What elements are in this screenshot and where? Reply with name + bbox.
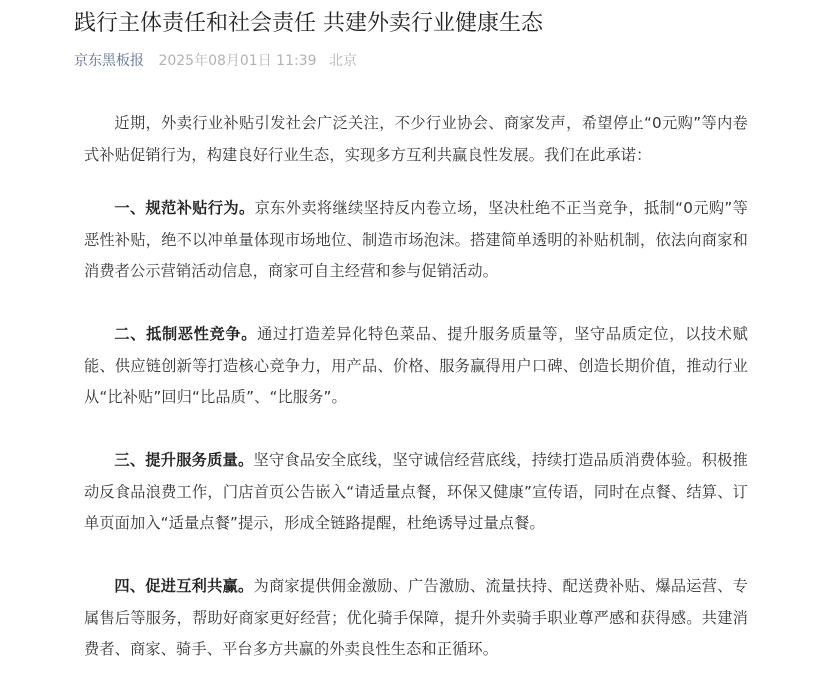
publish-date: 2025年08月01日 11:39 bbox=[158, 53, 317, 69]
commitment-heading-3: 三、提升服务质量。 bbox=[114, 451, 254, 469]
commitment-heading-1: 一、规范补贴行为。 bbox=[114, 199, 255, 217]
publish-location: 北京 bbox=[328, 53, 357, 69]
account-name-link[interactable]: 京东黑板报 bbox=[74, 53, 144, 69]
commitment-heading-4: 四、促进互利共赢。 bbox=[114, 577, 254, 595]
commitment-paragraph-3 bbox=[84, 445, 748, 540]
commitment-text-3: 坚守食品安全底线，坚守诚信经营底线，持续打造品质消费体验。积极推动反食品浪费工作，门店首页公告嵌入“请适量点餐，环保又健康”宣传语，同时在点餐、结算、订单页面加入“适量点餐”提示，形成全链路提醒，杜绝诱导过量点餐。 bbox=[84, 451, 748, 532]
article-body bbox=[84, 108, 748, 666]
commitment-paragraph-2 bbox=[84, 319, 748, 414]
article-meta bbox=[74, 51, 357, 71]
commitment-text-1: 京东外卖将继续坚持反内卷立场，坚决杜绝不正当竞争，抵制“0元购”等恶性补贴，绝不以冲单量体现市场地位、制造市场泡沫。搭建简单透明的补贴机制，依法向商家和消费者公示营销活动信息，商家可自主经营和参与促销活动。 bbox=[84, 199, 748, 280]
intro-paragraph: 近期，外卖行业补贴引发社会广泛关注，不少行业协会、商家发声，希望停止“0元购”等内卷式补贴促销行为，构建良好行业生态，实现多方互利共赢良性发展。我们在此承诺： bbox=[84, 114, 748, 164]
article-title: 践行主体责任和社会责任 共建外卖行业健康生态 bbox=[74, 11, 543, 36]
commitment-paragraph-4 bbox=[84, 571, 748, 666]
commitment-paragraph-1 bbox=[84, 193, 748, 288]
commitment-text-4: 为商家提供佣金激励、广告激励、流量扶持、配送费补贴、爆品运营、专属售后等服务，帮助好商家更好经营；优化骑手保障，提升外卖骑手职业尊严感和获得感。共建消费者、商家、骑手、平台多方共赢的外卖良性生态和正循环。 bbox=[84, 577, 748, 658]
commitment-text-2: 通过打造差异化特色菜品、提升服务质量等，坚守品质定位，以技术赋能、供应链创新等打造核心竞争力，用产品、价格、服务赢得用户口碑、创造长期价值，推动行业从“比补贴”回归“比品质”、“比服务”。 bbox=[84, 325, 748, 406]
commitment-heading-2: 二、抵制恶性竞争。 bbox=[114, 325, 258, 343]
